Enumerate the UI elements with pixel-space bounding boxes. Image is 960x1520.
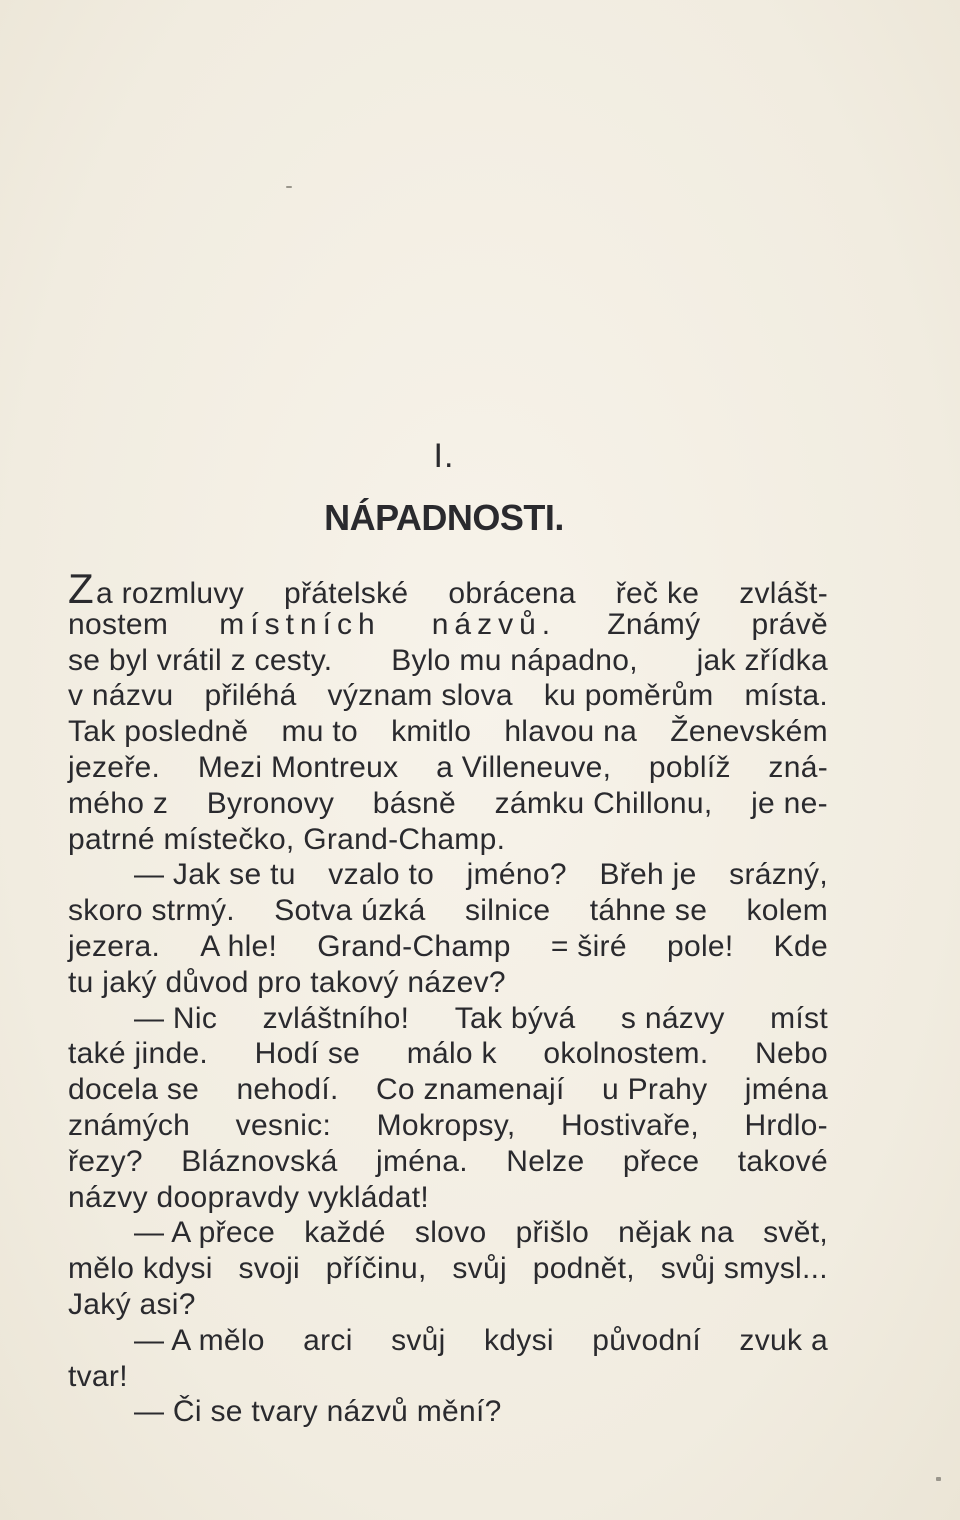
text-segment: v názvu — [68, 679, 174, 713]
text-segment: přece — [622, 1144, 700, 1178]
text-segment: zvláštního! — [262, 1001, 410, 1035]
text-segment: s názvy — [620, 1001, 725, 1035]
text-segment: takové — [737, 1144, 828, 1178]
text-line — [68, 965, 828, 1001]
text-segment: názvy doopravdy vykládat! — [68, 1180, 430, 1214]
text-segment: a rozmluvy — [95, 577, 245, 610]
text-segment: svůj — [452, 1252, 507, 1286]
text-segment: Jaký asi? — [68, 1287, 196, 1321]
text-segment: Hrdlo- — [744, 1108, 828, 1142]
body-text — [68, 565, 828, 1430]
text-line — [68, 1251, 828, 1287]
text-segment: jméno? — [466, 858, 567, 892]
text-segment: přátelské — [283, 577, 409, 610]
text-line — [68, 607, 828, 643]
text-segment: Hostivaře, — [560, 1108, 699, 1142]
text-segment: arci — [303, 1323, 353, 1357]
text-segment: Známý — [607, 607, 701, 641]
text-line — [68, 1001, 828, 1037]
text-segment: přiléhá — [204, 679, 297, 713]
text-line — [68, 678, 828, 714]
text-segment: místních — [219, 607, 381, 641]
text-segment: nehodí. — [236, 1073, 339, 1107]
text-segment: jak zřídka — [696, 643, 828, 677]
text-line — [68, 565, 828, 612]
text-segment: pole! — [666, 929, 734, 963]
text-line — [68, 822, 828, 858]
text-segment: svůj — [391, 1323, 446, 1357]
text-line — [68, 643, 828, 679]
text-segment: místa. — [744, 679, 828, 713]
text-segment: ku poměrům — [543, 679, 714, 713]
text-segment: podnět, — [532, 1252, 635, 1286]
text-segment: Bylo mu nápadno, — [391, 643, 638, 677]
text-segment: Co znamenají — [375, 1073, 565, 1107]
text-segment: míst — [770, 1001, 828, 1035]
text-segment: vesnic: — [235, 1108, 332, 1142]
text-line — [68, 786, 828, 822]
text-segment: obrácena — [448, 577, 576, 610]
text-segment: nějak na — [618, 1216, 734, 1250]
text-segment: skoro strmý. — [68, 894, 235, 928]
text-line — [68, 893, 828, 929]
text-segment: význam slova — [327, 679, 513, 713]
text-segment: málo k — [406, 1037, 497, 1071]
text-segment: příčinu, — [325, 1252, 427, 1286]
text-segment: A hle! — [200, 929, 278, 963]
text-segment: kdysi — [483, 1323, 554, 1357]
text-line — [68, 1323, 828, 1359]
text-segment: silnice — [464, 894, 551, 928]
text-segment: hlavou na — [504, 715, 638, 749]
text-line — [68, 1144, 828, 1180]
chapter-number: I. — [433, 437, 455, 475]
text-segment-with-dropcap — [68, 565, 245, 612]
text-segment: vzalo to — [328, 858, 435, 892]
text-segment: původní — [592, 1323, 702, 1357]
text-segment: je ne- — [751, 786, 828, 820]
text-segment: Kde — [773, 929, 828, 963]
text-segment: slovo — [414, 1216, 487, 1250]
text-segment: každé — [304, 1216, 386, 1250]
drop-cap: Z — [68, 565, 94, 612]
text-line — [68, 1287, 828, 1323]
text-segment: srázný, — [729, 858, 828, 892]
text-segment: Sotva úzká — [274, 894, 426, 928]
text-segment: známých — [68, 1108, 191, 1142]
text-line — [68, 750, 828, 786]
text-segment: u Prahy — [601, 1073, 708, 1107]
chapter-title: NÁPADNOSTI. — [324, 497, 564, 538]
text-segment: přišlo — [515, 1216, 590, 1250]
text-line — [68, 1108, 828, 1144]
text-segment: Byronovy — [206, 786, 335, 820]
text-segment: — Či se tvary názvů mění? — [134, 1395, 502, 1429]
text-segment: jezeře. — [68, 750, 161, 784]
text-line — [68, 929, 828, 965]
text-line — [68, 1215, 828, 1251]
text-segment: poblíž — [648, 750, 731, 784]
text-segment: táhne se — [589, 894, 708, 928]
text-line — [68, 1394, 828, 1430]
text-segment: zámku Chillonu, — [494, 786, 713, 820]
text-segment: mého z — [68, 786, 169, 820]
print-speck — [936, 1477, 941, 1481]
text-line — [68, 857, 828, 893]
text-segment: se byl vrátil z cesty. — [68, 643, 333, 677]
text-segment: řezy? — [68, 1144, 143, 1178]
text-segment: Ženevském — [670, 715, 828, 749]
text-segment: tvar! — [68, 1359, 128, 1393]
text-line — [68, 714, 828, 750]
text-segment: zvuk a — [739, 1323, 828, 1357]
text-segment: mělo kdysi — [68, 1252, 213, 1286]
text-segment: zvlášt- — [739, 577, 828, 610]
text-segment: názvů. — [431, 607, 557, 641]
text-segment: — Jak se tu — [134, 858, 296, 892]
text-segment: právě — [751, 607, 828, 641]
text-segment: — A přece — [134, 1216, 276, 1250]
text-segment: — Nic — [134, 1001, 218, 1035]
text-segment: docela se — [68, 1073, 200, 1107]
text-segment: nostem — [68, 607, 169, 641]
text-segment: tu jaký důvod pro takový název? — [68, 965, 506, 999]
text-segment: zná- — [768, 750, 828, 784]
text-line — [68, 1180, 828, 1216]
text-segment: Grand-Champ — [317, 929, 511, 963]
text-segment: jména. — [376, 1144, 468, 1178]
text-line — [68, 1359, 828, 1395]
text-segment: patrné místečko, Grand-Champ. — [68, 822, 506, 856]
text-segment: Nebo — [755, 1037, 828, 1071]
text-line — [68, 1036, 828, 1072]
text-segment: Bláznovská — [181, 1144, 338, 1178]
text-segment: Mokropsy, — [376, 1108, 516, 1142]
text-segment: svůj smysl... — [660, 1252, 828, 1286]
text-segment: — A mělo — [134, 1323, 265, 1357]
text-segment: řeč ke — [615, 577, 700, 610]
text-line — [68, 1072, 828, 1108]
text-segment: svoji — [238, 1252, 301, 1286]
text-segment: jména — [744, 1073, 828, 1107]
text-segment: Břeh je — [599, 858, 697, 892]
print-speck — [286, 186, 292, 188]
text-segment: básně — [372, 786, 457, 820]
text-segment: Nelze — [506, 1144, 585, 1178]
text-segment: Tak posledně — [68, 715, 249, 749]
text-segment: kolem — [746, 894, 828, 928]
text-segment: okolnostem. — [543, 1037, 709, 1071]
text-segment: = širé — [550, 929, 627, 963]
text-segment: Mezi Montreux — [197, 750, 399, 784]
text-segment: jezera. — [68, 929, 161, 963]
text-segment: kmitlo — [391, 715, 472, 749]
text-segment: a Villeneuve, — [436, 750, 612, 784]
text-segment: Tak bývá — [454, 1001, 576, 1035]
text-segment: Hodí se — [254, 1037, 361, 1071]
text-segment: také jinde. — [68, 1037, 209, 1071]
text-segment: svět, — [763, 1216, 828, 1250]
text-segment: mu to — [281, 715, 359, 749]
